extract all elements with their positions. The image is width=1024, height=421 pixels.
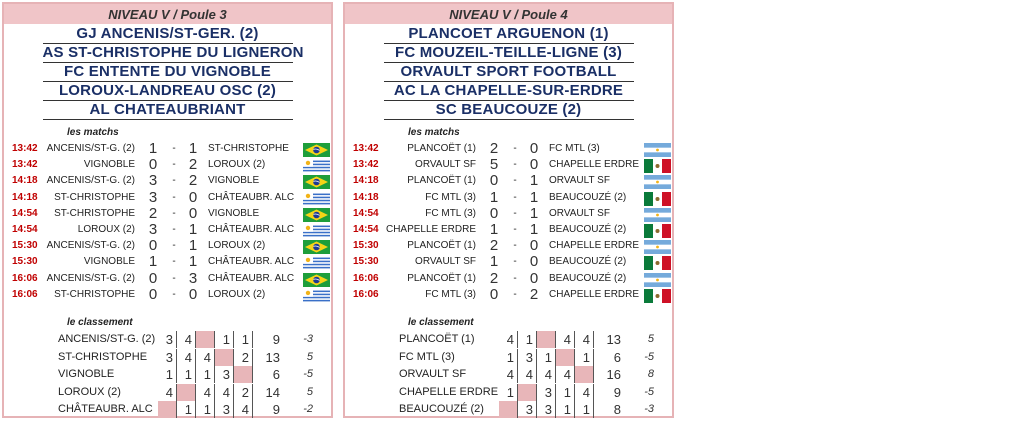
result-cell: 4 — [215, 384, 234, 401]
home-score: 0 — [489, 204, 499, 222]
home-score: 5 — [489, 156, 499, 174]
score-separator: - — [513, 223, 517, 235]
match-time: 14:18 — [12, 175, 38, 187]
result-cell — [158, 401, 177, 418]
match-time: 13:42 — [12, 143, 38, 154]
home-team: ANCENIS/ST-G. (2) — [46, 143, 135, 154]
home-score: 3 — [148, 172, 158, 190]
result-cell: 4 — [177, 349, 196, 366]
home-score: 0 — [148, 156, 158, 174]
result-cell: 4 — [196, 349, 215, 366]
away-score: 0 — [188, 204, 198, 222]
away-score: 2 — [188, 156, 198, 174]
matches-list — [345, 141, 672, 303]
result-cell: 1 — [177, 401, 196, 418]
away-score: 3 — [188, 269, 198, 287]
away-team: LOROUX (2) — [208, 288, 266, 300]
away-team: CHÂTEAUBR. ALC — [208, 256, 295, 268]
matches-list — [4, 141, 331, 303]
match-row — [4, 206, 331, 222]
points: 8 — [613, 402, 621, 417]
team-name: AC LA CHAPELLE-SUR-ERDRE — [384, 82, 634, 101]
match-time: 14:18 — [353, 175, 379, 187]
brazil-flag-icon — [303, 143, 330, 157]
home-score: 3 — [148, 188, 158, 206]
result-cell: 4 — [177, 331, 196, 348]
standings-team: FC MTL (3) — [399, 350, 455, 363]
home-team: PLANCOËT (1) — [407, 143, 476, 154]
match-time: 16:06 — [12, 272, 38, 284]
home-score: 1 — [148, 253, 158, 271]
match-row — [4, 190, 331, 206]
away-score: 0 — [529, 140, 539, 157]
result-cell: 3 — [158, 331, 177, 348]
match-time: 15:30 — [353, 256, 379, 268]
away-team: BEAUCOUZÉ (2) — [549, 256, 627, 268]
team-name: AL CHATEAUBRIANT — [43, 101, 293, 120]
points: 13 — [606, 332, 621, 347]
away-score: 0 — [188, 285, 198, 303]
result-cell: 1 — [234, 331, 253, 348]
away-team: ST-CHRISTOPHE — [208, 143, 289, 154]
result-cell: 1 — [518, 331, 537, 348]
mexico-flag-icon — [644, 289, 671, 303]
home-team: ANCENIS/ST-G. (2) — [46, 240, 135, 252]
result-cell: 4 — [575, 331, 594, 348]
result-cell: 3 — [215, 401, 234, 418]
result-cell: 4 — [537, 366, 556, 383]
match-row — [4, 254, 331, 270]
home-score: 2 — [489, 269, 499, 287]
match-time: 15:30 — [353, 240, 379, 252]
home-team: VIGNOBLE — [83, 159, 135, 171]
brazil-flag-icon — [303, 208, 330, 222]
team-name: LOROUX-LANDREAU OSC (2) — [43, 82, 293, 101]
standings-table — [4, 331, 331, 419]
away-score: 1 — [529, 172, 539, 190]
match-row — [345, 222, 672, 238]
away-score: 1 — [529, 188, 539, 206]
team-name: GJ ANCENIS/ST-GER. (2) — [43, 25, 293, 44]
home-team: PLANCOËT (1) — [407, 272, 476, 284]
result-cell — [215, 349, 234, 366]
team-list — [42, 25, 304, 120]
team-name: ORVAULT SPORT FOOTBALL — [384, 63, 634, 82]
home-team: ST-CHRISTOPHE — [54, 288, 135, 300]
away-team: BEAUCOUZÉ (2) — [549, 272, 627, 284]
result-cell — [499, 401, 518, 418]
home-score: 1 — [148, 140, 158, 157]
home-score: 3 — [148, 220, 158, 238]
home-team: PLANCOËT (1) — [407, 240, 476, 252]
goal-difference: -3 — [644, 403, 654, 415]
team-name: FC MOUZEIL-TEILLE-LIGNE (3) — [384, 44, 634, 63]
result-cell: 1 — [499, 384, 518, 401]
home-team: PLANCOËT (1) — [407, 175, 476, 187]
away-team: LOROUX (2) — [208, 159, 266, 171]
result-cell: 3 — [518, 349, 537, 366]
match-time: 13:42 — [12, 159, 38, 171]
match-time: 15:30 — [12, 256, 38, 268]
away-score: 1 — [188, 140, 198, 157]
home-team: ORVAULT SF — [415, 256, 476, 268]
mexico-flag-icon — [644, 256, 671, 270]
result-cell — [556, 349, 575, 366]
argentina-flag-icon — [644, 208, 671, 222]
score-separator: - — [513, 143, 517, 154]
match-row — [345, 287, 672, 303]
points: 6 — [272, 367, 280, 382]
score-separator: - — [513, 159, 517, 171]
match-time: 14:54 — [353, 223, 379, 235]
result-cell — [177, 384, 196, 401]
away-team: CHAPELLE ERDRE — [549, 159, 640, 171]
away-score: 0 — [529, 253, 539, 271]
score-separator: - — [172, 272, 176, 284]
match-row — [345, 141, 672, 157]
home-score: 0 — [148, 269, 158, 287]
match-time: 16:06 — [353, 288, 379, 300]
result-cell: 1 — [215, 331, 234, 348]
match-time: 15:30 — [12, 240, 38, 252]
points: 14 — [265, 384, 280, 400]
result-cell: 1 — [575, 349, 594, 366]
result-cell: 1 — [537, 349, 556, 366]
score-separator: - — [172, 207, 176, 219]
standings-row — [345, 331, 672, 349]
home-team: ST-CHRISTOPHE — [54, 207, 135, 219]
match-row — [4, 173, 331, 189]
score-separator: - — [172, 175, 176, 187]
points: 9 — [272, 402, 280, 417]
score-separator: - — [172, 240, 176, 252]
team-name: SC BEAUCOUZE (2) — [384, 101, 634, 120]
score-separator: - — [172, 223, 176, 235]
result-cell: 4 — [234, 401, 253, 418]
goal-difference: -5 — [644, 385, 654, 398]
match-row — [4, 287, 331, 303]
standings-row — [345, 384, 672, 402]
result-cell: 4 — [499, 366, 518, 383]
standings-row — [345, 349, 672, 367]
points: 9 — [272, 332, 280, 347]
away-team: CHAPELLE ERDRE — [549, 288, 640, 300]
points: 16 — [606, 367, 621, 382]
score-separator: - — [172, 143, 176, 154]
home-team: CHAPELLE ERDRE — [385, 223, 476, 235]
score-separator: - — [513, 175, 517, 187]
goal-difference: 5 — [647, 333, 654, 345]
away-score: 0 — [529, 156, 539, 174]
home-score: 0 — [489, 172, 499, 190]
home-team: ST-CHRISTOPHE — [54, 191, 135, 203]
away-score: 2 — [188, 172, 198, 190]
away-team: CHÂTEAUBR. ALC — [208, 223, 295, 235]
result-cell: 4 — [575, 384, 594, 401]
standings-table — [345, 331, 672, 419]
standings-row — [345, 366, 672, 384]
result-cell: 4 — [196, 384, 215, 401]
uruguay-flag-icon — [303, 256, 330, 270]
away-team: VIGNOBLE — [208, 175, 260, 187]
mexico-flag-icon — [644, 192, 671, 206]
score-separator: - — [172, 288, 176, 300]
standings-team: ST-CHRISTOPHE — [58, 350, 148, 363]
standings-row — [4, 384, 331, 402]
match-row — [345, 254, 672, 270]
standings-row — [4, 366, 331, 384]
match-time: 14:54 — [12, 223, 38, 235]
goal-difference: 5 — [306, 385, 313, 398]
away-score: 2 — [529, 285, 539, 303]
argentina-flag-icon — [644, 143, 671, 157]
poule-4-panel — [343, 2, 674, 418]
match-row — [4, 238, 331, 254]
home-score: 1 — [489, 253, 499, 271]
home-score: 2 — [489, 237, 499, 255]
match-time: 13:42 — [353, 159, 379, 171]
match-row — [4, 141, 331, 157]
away-team: CHÂTEAUBR. ALC — [208, 191, 295, 203]
match-time: 16:06 — [353, 272, 379, 284]
poule-3-panel — [2, 2, 333, 418]
standings-team: BEAUCOUZÉ (2) — [399, 403, 484, 415]
home-score: 2 — [148, 204, 158, 222]
match-row — [4, 157, 331, 173]
standings-row — [4, 331, 331, 349]
away-score: 0 — [188, 188, 198, 206]
result-cell: 2 — [234, 384, 253, 401]
goal-difference: -2 — [303, 403, 313, 415]
uruguay-flag-icon — [303, 224, 330, 238]
result-cell: 1 — [499, 349, 518, 366]
result-cell — [575, 366, 594, 383]
away-team: CHÂTEAUBR. ALC — [208, 272, 295, 284]
home-team: FC MTL (3) — [425, 191, 476, 203]
result-cell: 4 — [556, 331, 575, 348]
score-separator: - — [513, 191, 517, 203]
away-team: VIGNOBLE — [208, 207, 260, 219]
goal-difference: 5 — [306, 350, 313, 363]
result-cell: 1 — [158, 366, 177, 383]
match-row — [345, 271, 672, 287]
result-cell: 1 — [196, 366, 215, 383]
standings-row — [4, 401, 331, 419]
result-cell — [537, 331, 556, 348]
home-score: 0 — [148, 237, 158, 255]
score-separator: - — [513, 240, 517, 252]
goal-difference: -5 — [303, 368, 313, 380]
away-score: 1 — [529, 220, 539, 238]
result-cell: 3 — [518, 401, 537, 418]
matches-label: les matchs — [67, 127, 119, 138]
mexico-flag-icon — [644, 224, 671, 238]
home-score: 1 — [489, 220, 499, 238]
score-separator: - — [513, 207, 517, 219]
home-team: FC MTL (3) — [425, 288, 476, 300]
standings-team: ORVAULT SF — [399, 368, 467, 380]
result-cell: 1 — [177, 366, 196, 383]
standings-label: le classement — [408, 317, 474, 328]
uruguay-flag-icon — [303, 289, 330, 303]
home-team: ANCENIS/ST-G. (2) — [46, 272, 135, 284]
brazil-flag-icon — [303, 273, 330, 287]
standings-team: CHÂTEAUBR. ALC — [58, 403, 153, 415]
standings-team: CHAPELLE ERDRE — [399, 385, 499, 398]
away-score: 0 — [529, 269, 539, 287]
result-cell: 4 — [158, 384, 177, 401]
result-cell — [234, 366, 253, 383]
result-cell: 4 — [499, 331, 518, 348]
score-separator: - — [172, 191, 176, 203]
match-time: 14:18 — [12, 191, 38, 203]
home-team: ANCENIS/ST-G. (2) — [46, 175, 135, 187]
result-cell: 4 — [518, 366, 537, 383]
away-score: 1 — [188, 253, 198, 271]
result-cell: 4 — [556, 366, 575, 383]
result-cell: 1 — [575, 401, 594, 418]
argentina-flag-icon — [644, 240, 671, 254]
away-score: 1 — [529, 204, 539, 222]
brazil-flag-icon — [303, 175, 330, 189]
score-separator: - — [513, 272, 517, 284]
argentina-flag-icon — [644, 273, 671, 287]
match-time: 13:42 — [353, 143, 379, 154]
score-separator: - — [172, 256, 176, 268]
away-score: 1 — [188, 220, 198, 238]
result-cell: 1 — [196, 401, 215, 418]
standings-team: ANCENIS/ST-G. (2) — [58, 333, 156, 345]
away-team: ORVAULT SF — [549, 207, 610, 219]
team-list — [384, 25, 634, 120]
standings-team: LOROUX (2) — [58, 385, 121, 398]
team-name: PLANCOET ARGUENON (1) — [384, 25, 634, 44]
away-team: ORVAULT SF — [549, 175, 610, 187]
match-time: 16:06 — [12, 288, 38, 300]
away-score: 1 — [188, 237, 198, 255]
away-team: CHAPELLE ERDRE — [549, 240, 640, 252]
away-team: BEAUCOUZÉ (2) — [549, 191, 627, 203]
result-cell: 3 — [158, 349, 177, 366]
result-cell: 2 — [234, 349, 253, 366]
uruguay-flag-icon — [303, 192, 330, 206]
mexico-flag-icon — [644, 159, 671, 173]
home-team: ORVAULT SF — [415, 159, 476, 171]
argentina-flag-icon — [644, 175, 671, 189]
result-cell: 3 — [537, 401, 556, 418]
uruguay-flag-icon — [303, 159, 330, 173]
away-team: FC MTL (3) — [549, 143, 600, 154]
result-cell: 3 — [215, 366, 234, 383]
standings-label: le classement — [67, 317, 133, 328]
match-row — [345, 238, 672, 254]
result-cell — [518, 384, 537, 401]
home-team: LOROUX (2) — [77, 223, 135, 235]
result-cell — [196, 331, 215, 348]
away-team: LOROUX (2) — [208, 240, 266, 252]
match-row — [4, 222, 331, 238]
goal-difference: 8 — [647, 368, 654, 380]
team-name: AS ST-CHRISTOPHE DU LIGNERON — [42, 44, 304, 61]
score-separator: - — [513, 256, 517, 268]
goal-difference: -5 — [644, 350, 654, 363]
panel-header: NIVEAU V / Poule 3 — [4, 4, 331, 24]
points: 9 — [613, 384, 621, 400]
points: 6 — [613, 349, 621, 365]
score-separator: - — [172, 159, 176, 171]
match-time: 14:54 — [12, 207, 38, 219]
match-row — [345, 206, 672, 222]
standings-team: VIGNOBLE — [58, 368, 115, 380]
home-score: 1 — [489, 188, 499, 206]
standings-row — [4, 349, 331, 367]
score-separator: - — [513, 288, 517, 300]
team-name: FC ENTENTE DU VIGNOBLE — [43, 63, 293, 82]
home-score: 0 — [489, 285, 499, 303]
goal-difference: -3 — [303, 333, 313, 345]
match-row — [4, 271, 331, 287]
result-cell: 1 — [556, 401, 575, 418]
match-row — [345, 157, 672, 173]
home-score: 0 — [148, 285, 158, 303]
match-time: 14:54 — [353, 207, 379, 219]
home-score: 2 — [489, 140, 499, 157]
home-team: VIGNOBLE — [83, 256, 135, 268]
result-cell: 3 — [537, 384, 556, 401]
standings-row — [345, 401, 672, 419]
standings-team: PLANCOËT (1) — [399, 333, 475, 345]
away-score: 0 — [529, 237, 539, 255]
points: 13 — [265, 349, 280, 365]
home-team: FC MTL (3) — [425, 207, 476, 219]
match-row — [345, 173, 672, 189]
result-cell: 1 — [556, 384, 575, 401]
match-row — [345, 190, 672, 206]
brazil-flag-icon — [303, 240, 330, 254]
matches-label: les matchs — [408, 127, 460, 138]
away-team: BEAUCOUZÉ (2) — [549, 223, 627, 235]
panel-header: NIVEAU V / Poule 4 — [345, 4, 672, 24]
match-time: 14:18 — [353, 191, 379, 203]
